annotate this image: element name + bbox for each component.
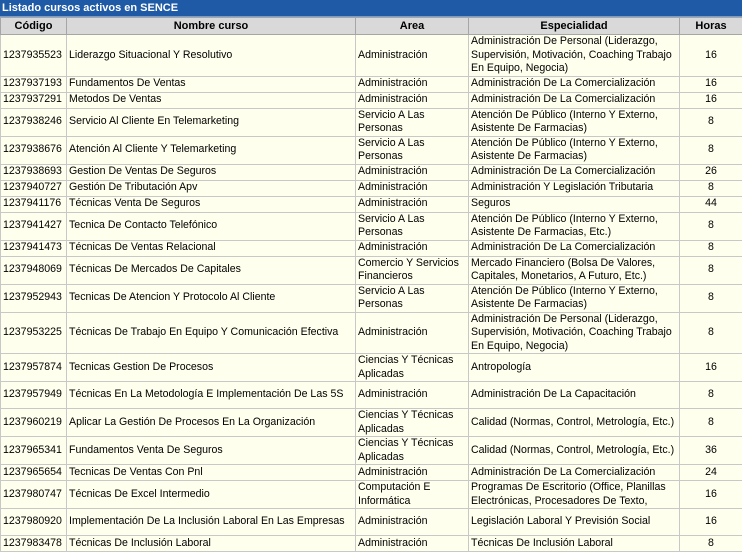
table-row	[1, 536, 742, 552]
nombre-cell[interactable]: Técnicas De Excel Intermedio	[67, 481, 356, 509]
table-row	[1, 240, 742, 256]
nombre-cell[interactable]: Técnicas En La Metodología E Implementación De Las 5S	[67, 382, 356, 409]
especialidad-cell[interactable]: Programas De Escritorio (Office, Planillas Electrónicas, Procesadores De Texto,	[469, 481, 680, 509]
codigo-cell[interactable]: 1237938693	[1, 164, 67, 180]
horas-cell[interactable]: 8	[680, 312, 742, 354]
column-header-area[interactable]: Area	[356, 18, 469, 35]
table-row	[1, 382, 742, 409]
codigo-cell[interactable]: 1237980747	[1, 481, 67, 509]
especialidad-cell[interactable]: Administración De Personal (Liderazgo, Supervisión, Motivación, Coaching Trabajo En Equipo, Negocia)	[469, 35, 680, 77]
horas-cell[interactable]: 16	[680, 481, 742, 509]
especialidad-cell[interactable]: Legislación Laboral Y Previsión Social	[469, 509, 680, 536]
especialidad-cell[interactable]: Atención De Público (Interno Y Externo, Asistente De Farmacias)	[469, 284, 680, 312]
area-cell[interactable]: Administración	[356, 35, 469, 77]
codigo-cell[interactable]: 1237941427	[1, 212, 67, 240]
codigo-cell[interactable]: 1237957874	[1, 354, 67, 382]
nombre-cell[interactable]: Técnicas De Trabajo En Equipo Y Comunicación Efectiva	[67, 312, 356, 354]
nombre-cell[interactable]: Tecnica De Contacto Telefónico	[67, 212, 356, 240]
nombre-cell[interactable]: Aplicar La Gestión De Procesos En La Organización	[67, 409, 356, 437]
codigo-cell[interactable]: 1237952943	[1, 284, 67, 312]
horas-cell[interactable]: 8	[680, 382, 742, 409]
table-row	[1, 437, 742, 465]
table-row	[1, 481, 742, 509]
table-row	[1, 180, 742, 196]
area-cell[interactable]: Servicio A Las Personas	[356, 108, 469, 136]
codigo-cell[interactable]: 1237941473	[1, 240, 67, 256]
especialidad-cell[interactable]: Atención De Público (Interno Y Externo, Asistente De Farmacias)	[469, 136, 680, 164]
nombre-cell[interactable]: Tecnicas De Ventas Con Pnl	[67, 465, 356, 481]
table-row	[1, 35, 742, 77]
table-body	[1, 35, 742, 552]
especialidad-cell[interactable]: Administración Y Legislación Tributaria	[469, 180, 680, 196]
area-cell[interactable]: Administración	[356, 312, 469, 354]
area-cell[interactable]: Comercio Y Servicios Financieros	[356, 256, 469, 284]
codigo-cell[interactable]: 1237938676	[1, 136, 67, 164]
table-row	[1, 409, 742, 437]
courses-table	[0, 17, 742, 552]
horas-cell[interactable]: 24	[680, 465, 742, 481]
table-row	[1, 164, 742, 180]
table-row	[1, 284, 742, 312]
horas-cell[interactable]: 16	[680, 354, 742, 382]
especialidad-cell[interactable]: Administración De La Comercialización	[469, 76, 680, 92]
horas-cell[interactable]: 8	[680, 409, 742, 437]
nombre-cell[interactable]: Técnicas De Inclusión Laboral	[67, 536, 356, 552]
codigo-cell[interactable]: 1237965654	[1, 465, 67, 481]
area-cell[interactable]: Administración	[356, 164, 469, 180]
horas-cell[interactable]: 36	[680, 437, 742, 465]
horas-cell[interactable]: 8	[680, 108, 742, 136]
codigo-cell[interactable]: 1237983478	[1, 536, 67, 552]
especialidad-cell[interactable]: Mercado Financiero (Bolsa De Valores, Capitales, Monetarios, A Futuro, Etc.)	[469, 256, 680, 284]
especialidad-cell[interactable]: Administración De La Comercialización	[469, 92, 680, 108]
nombre-cell[interactable]: Fundamentos De Ventas	[67, 76, 356, 92]
especialidad-cell[interactable]: Atención De Público (Interno Y Externo, Asistente De Farmacias, Etc.)	[469, 212, 680, 240]
horas-cell[interactable]: 16	[680, 92, 742, 108]
horas-cell[interactable]: 44	[680, 196, 742, 212]
especialidad-cell[interactable]: Calidad (Normas, Control, Metrología, Etc.)	[469, 437, 680, 465]
nombre-cell[interactable]: Gestion De Ventas De Seguros	[67, 164, 356, 180]
horas-cell[interactable]: 8	[680, 240, 742, 256]
codigo-cell[interactable]: 1237937291	[1, 92, 67, 108]
table-row	[1, 354, 742, 382]
nombre-cell[interactable]: Metodos De Ventas	[67, 92, 356, 108]
area-cell[interactable]: Servicio A Las Personas	[356, 284, 469, 312]
nombre-cell[interactable]: Técnicas De Mercados De Capitales	[67, 256, 356, 284]
nombre-cell[interactable]: Atención Al Cliente Y Telemarketing	[67, 136, 356, 164]
table-row	[1, 76, 742, 92]
horas-cell[interactable]: 8	[680, 284, 742, 312]
sheet-title: Listado cursos activos en SENCE	[0, 0, 742, 17]
codigo-cell[interactable]: 1237960219	[1, 409, 67, 437]
area-cell[interactable]: Ciencias Y Técnicas Aplicadas	[356, 437, 469, 465]
especialidad-cell[interactable]: Atención De Público (Interno Y Externo, Asistente De Farmacias)	[469, 108, 680, 136]
horas-cell[interactable]: 16	[680, 509, 742, 536]
especialidad-cell[interactable]: Administración De La Comercialización	[469, 240, 680, 256]
area-cell[interactable]: Ciencias Y Técnicas Aplicadas	[356, 354, 469, 382]
area-cell[interactable]: Administración	[356, 509, 469, 536]
especialidad-cell[interactable]: Técnicas De Inclusión Laboral	[469, 536, 680, 552]
horas-cell[interactable]: 26	[680, 164, 742, 180]
codigo-cell[interactable]: 1237980920	[1, 509, 67, 536]
table-row	[1, 92, 742, 108]
area-cell[interactable]: Servicio A Las Personas	[356, 212, 469, 240]
nombre-cell[interactable]: Servicio Al Cliente En Telemarketing	[67, 108, 356, 136]
nombre-cell[interactable]: Fundamentos Venta De Seguros	[67, 437, 356, 465]
area-cell[interactable]: Servicio A Las Personas	[356, 136, 469, 164]
area-cell[interactable]: Administración	[356, 196, 469, 212]
horas-cell[interactable]: 8	[680, 256, 742, 284]
table-row	[1, 312, 742, 354]
codigo-cell[interactable]: 1237937193	[1, 76, 67, 92]
area-cell[interactable]: Administración	[356, 382, 469, 409]
table-row	[1, 256, 742, 284]
nombre-cell[interactable]: Técnicas De Ventas Relacional	[67, 240, 356, 256]
column-header-codigo[interactable]: Código	[1, 18, 67, 35]
table-row	[1, 212, 742, 240]
codigo-cell[interactable]: 1237941176	[1, 196, 67, 212]
especialidad-cell[interactable]: Administración De La Comercialización	[469, 164, 680, 180]
area-cell[interactable]: Administración	[356, 465, 469, 481]
especialidad-cell[interactable]: Antropología	[469, 354, 680, 382]
especialidad-cell[interactable]: Seguros	[469, 196, 680, 212]
table-row	[1, 108, 742, 136]
area-cell[interactable]: Computación E Informática	[356, 481, 469, 509]
especialidad-cell[interactable]: Administración De La Capacitación	[469, 382, 680, 409]
area-cell[interactable]: Ciencias Y Técnicas Aplicadas	[356, 409, 469, 437]
area-cell[interactable]: Administración	[356, 180, 469, 196]
table-row	[1, 136, 742, 164]
nombre-cell[interactable]: Tecnicas Gestion De Procesos	[67, 354, 356, 382]
area-cell[interactable]: Administración	[356, 240, 469, 256]
table-row	[1, 465, 742, 481]
table-row	[1, 509, 742, 536]
table-row	[1, 196, 742, 212]
horas-cell[interactable]: 16	[680, 35, 742, 77]
nombre-cell[interactable]: Tecnicas De Atencion Y Protocolo Al Cliente	[67, 284, 356, 312]
nombre-cell[interactable]: Técnicas Venta De Seguros	[67, 196, 356, 212]
especialidad-cell[interactable]: Calidad (Normas, Control, Metrología, Etc.)	[469, 409, 680, 437]
codigo-cell[interactable]: 1237948069	[1, 256, 67, 284]
column-header-horas[interactable]: Horas	[680, 18, 742, 35]
horas-cell[interactable]: 8	[680, 536, 742, 552]
codigo-cell[interactable]: 1237965341	[1, 437, 67, 465]
nombre-cell[interactable]: Gestión De Tributación Apv	[67, 180, 356, 196]
header-row	[1, 18, 742, 35]
codigo-cell[interactable]: 1237957949	[1, 382, 67, 409]
horas-cell[interactable]: 8	[680, 212, 742, 240]
especialidad-cell[interactable]: Administración De Personal (Liderazgo, Supervisión, Motivación, Coaching Trabajo En Equipo, Negocia)	[469, 312, 680, 354]
codigo-cell[interactable]: 1237940727	[1, 180, 67, 196]
horas-cell[interactable]: 16	[680, 76, 742, 92]
nombre-cell[interactable]: Implementación De La Inclusión Laboral En Las Empresas	[67, 509, 356, 536]
horas-cell[interactable]: 8	[680, 136, 742, 164]
codigo-cell[interactable]: 1237938246	[1, 108, 67, 136]
column-header-nombre[interactable]: Nombre curso	[67, 18, 356, 35]
codigo-cell[interactable]: 1237935523	[1, 35, 67, 77]
column-header-especialidad[interactable]: Especialidad	[469, 18, 680, 35]
area-cell[interactable]: Administración	[356, 536, 469, 552]
area-cell[interactable]: Administración	[356, 76, 469, 92]
codigo-cell[interactable]: 1237953225	[1, 312, 67, 354]
especialidad-cell[interactable]: Administración De La Comercialización	[469, 465, 680, 481]
nombre-cell[interactable]: Liderazgo Situacional Y Resolutivo	[67, 35, 356, 77]
area-cell[interactable]: Administración	[356, 92, 469, 108]
horas-cell[interactable]: 8	[680, 180, 742, 196]
